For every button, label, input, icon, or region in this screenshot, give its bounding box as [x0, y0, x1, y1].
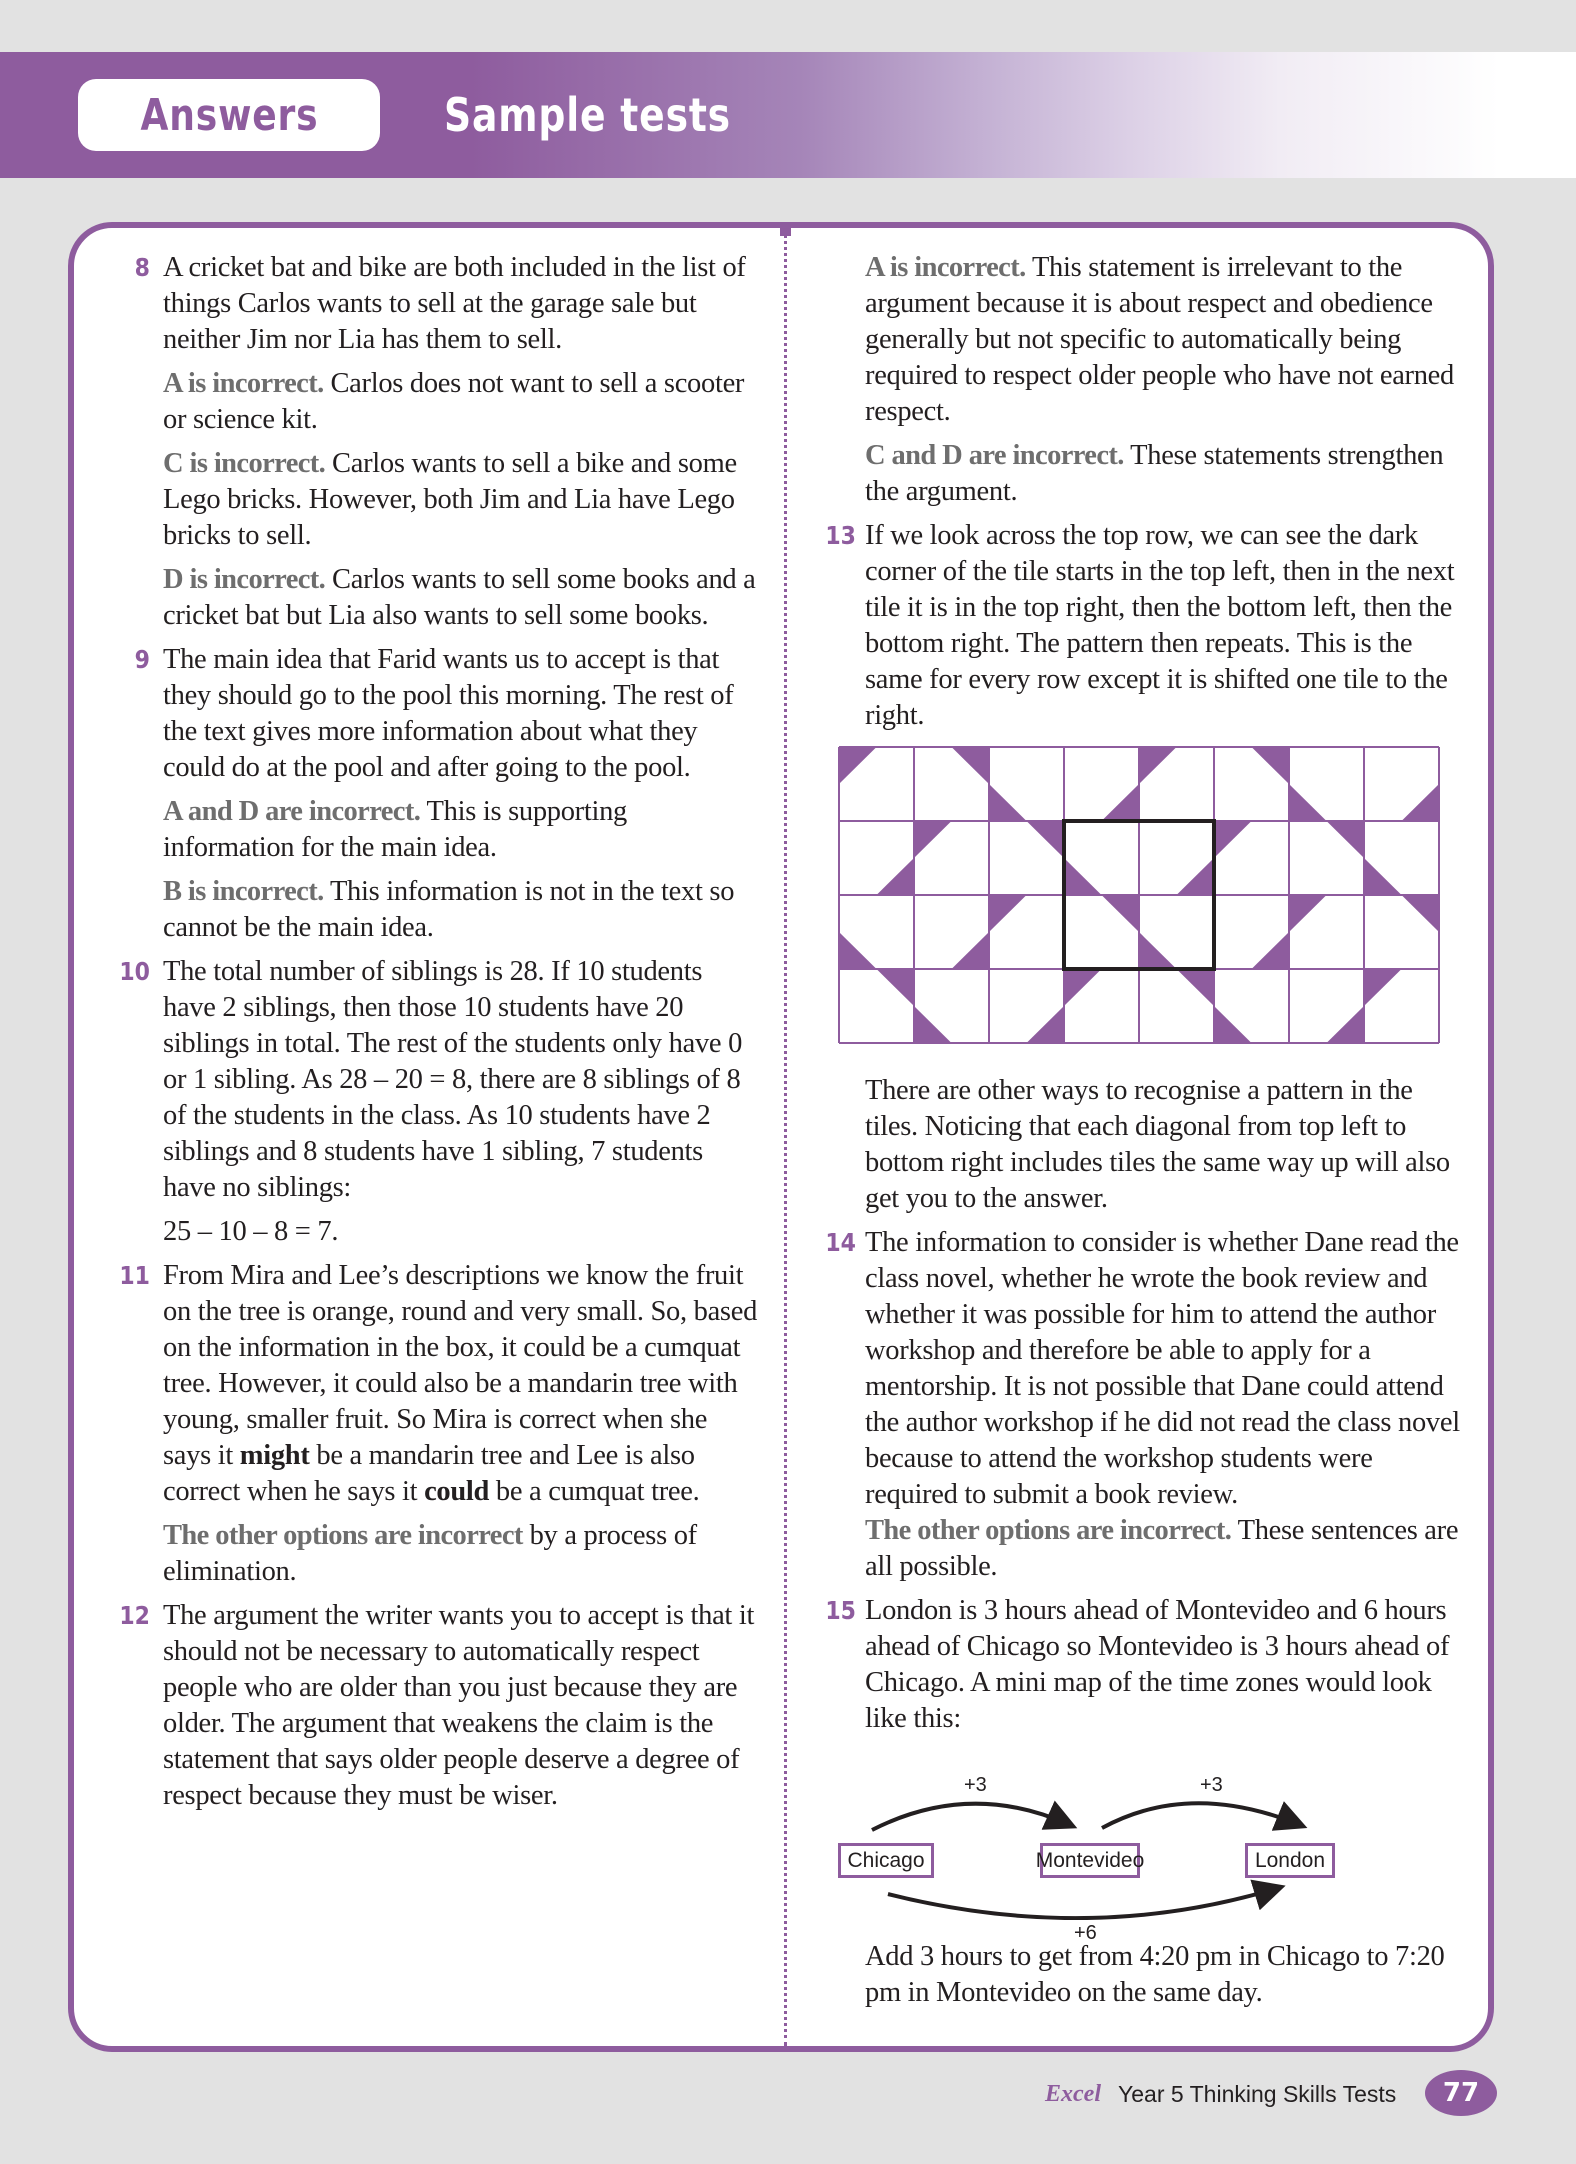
answer-note: [865, 250, 1462, 430]
answer-text: If we look across the top row, we can see the dark corner of the tile starts in the top left, then in the next tile it is in the top right, then the bottom left, then the bottom right. The pattern then repeats. This is the same for every row except it is shifted one tile to the right.: [865, 520, 1455, 731]
note-lead: D is incorrect.: [163, 564, 326, 595]
answer-note: [163, 446, 760, 554]
note-lead: The other options are incorrect.: [865, 1515, 1232, 1546]
tile-pattern-grid: [838, 746, 1440, 1044]
answer-text: [163, 1258, 760, 1510]
answer-text: London is 3 hours ahead of Montevideo and 6 hours ahead of Chicago so Montevideo is 3 hours ahead of Chicago. A mini map of the time zones would look like this:: [865, 1595, 1450, 1734]
note-lead: B is incorrect.: [163, 876, 324, 907]
answer-text: The information to consider is whether Dane read the class novel, whether he wrote the book review and whether it was possible for him to attend the author workshop and therefore be able to apply for a mentorship. It is not possible that Dane could attend the author workshop if he did not read the class novel because to attend the workshop students were required to submit a book review.: [865, 1227, 1460, 1510]
equation: 25 – 10 – 8 = 7.: [163, 1216, 339, 1247]
text-run: From Mira and Lee’s descriptions we know the fruit on the tree is orange, round and very small. So, based on the information in the box, it could be a cumquat tree. However, it could also be a mandarin tree with young, smaller fruit. So Mira is correct when she says it: [163, 1260, 758, 1471]
note-text: Carlos wants to sell a bike and some Lego bricks. However, both Jim and Lia have Lego bricks to sell.: [163, 448, 737, 551]
answer-text: The argument the writer wants you to accept is that it should not be necessary to automatically respect people who are older than you just because they are older. The argument that weakens the claim is the statement that says older people deserve a degree of respect because they must be wiser.: [163, 1600, 755, 1811]
left-column: [110, 250, 760, 1822]
note-lead: The other options are incorrect: [163, 1520, 523, 1551]
column-divider: [784, 228, 787, 2046]
brand-name: Excel: [1045, 2081, 1101, 2107]
answer-item-9: [110, 642, 760, 946]
answer-item-15-continued: [865, 1939, 1465, 2019]
note-lead: C and D are incorrect.: [865, 440, 1124, 471]
label-plus3-second: +3: [1200, 1774, 1223, 1796]
question-number: 14: [825, 1228, 856, 1257]
note-text: These statements strengthen the argument.: [865, 440, 1444, 507]
page-number-badge: 77: [1425, 2070, 1497, 2116]
section-label-pill: [78, 79, 380, 151]
book-title: Year 5 Thinking Skills Tests: [1118, 2081, 1397, 2107]
label-plus6: +6: [1074, 1922, 1097, 1944]
question-number: 13: [825, 521, 856, 550]
label-plus3-first: +3: [964, 1774, 987, 1796]
answer-note: [163, 874, 760, 946]
note-text: by a process of elimination.: [163, 1520, 697, 1587]
answer-item-13-continued: [812, 1073, 1462, 1217]
answer-item-8: [110, 250, 760, 634]
arrow-chicago-to-montevideo: [872, 1804, 1070, 1830]
answer-item-13: [812, 518, 1462, 734]
city-box-montevideo: Montevideo: [1040, 1843, 1140, 1878]
answer-item-14: [812, 1225, 1462, 1585]
right-column-lower: [812, 1073, 1462, 1745]
answer-text: A cricket bat and bike are both included in the list of things Carlos wants to sell at the garage sale but neither Jim nor Lia has them to sell.: [163, 252, 746, 355]
answer-text: There are other ways to recognise a pattern in the tiles. Noticing that each diagonal from top left to bottom right includes tiles the same way up will also get you to the answer.: [865, 1075, 1450, 1214]
answer-text: The total number of siblings is 28. If 10 students have 2 siblings, then those 10 students have 20 siblings in total. The rest of the students only have 0 or 1 sibling. As 28 – 20 = 8, there are 8 siblings of 8 of the students in the class. As 10 students have 2 siblings and 8 students have 1 sibling, 7 students have no siblings:: [163, 956, 743, 1203]
answer-note: [163, 1518, 760, 1590]
note-lead: A is incorrect.: [163, 368, 324, 399]
answer-note: [865, 438, 1462, 510]
question-number: 8: [134, 253, 150, 282]
emphasis-might: might: [239, 1440, 310, 1471]
answer-text: Add 3 hours to get from 4:20 pm in Chicago to 7:20 pm in Montevideo on the same day.: [865, 1941, 1445, 2008]
answer-item-12: [110, 1598, 760, 1814]
time-zone-diagram: [830, 1770, 1450, 1944]
city-box-london: London: [1245, 1843, 1335, 1878]
answer-note: [163, 562, 760, 634]
city-box-chicago: Chicago: [838, 1843, 934, 1878]
arrow-chicago-to-london: [888, 1888, 1278, 1918]
note-lead: A is incorrect.: [865, 252, 1026, 283]
note-text: These sentences are all possible.: [865, 1515, 1459, 1582]
answer-item-12-continued: [812, 250, 1462, 510]
answer-note: [163, 794, 760, 866]
question-number: 12: [119, 1601, 150, 1630]
note-text: This statement is irrelevant to the argument because it is about respect and obedience generally but not specific to automatically being required to respect older people who have not earned respect.: [865, 252, 1454, 427]
note-text: This information is not in the text so cannot be the main idea.: [163, 876, 735, 943]
note-text: Carlos does not want to sell a scooter or science kit.: [163, 368, 745, 435]
question-number: 10: [119, 957, 150, 986]
answer-note: [865, 1513, 1462, 1585]
right-column: [812, 250, 1462, 742]
note-text: This is supporting information for the main idea.: [163, 796, 628, 863]
answer-note: [163, 366, 760, 438]
answer-item-15: [812, 1593, 1462, 1737]
question-number: 11: [119, 1261, 150, 1290]
answer-item-10: [110, 954, 760, 1250]
note-lead: C is incorrect.: [163, 448, 326, 479]
question-number: 15: [825, 1596, 856, 1625]
note-lead: A and D are incorrect.: [163, 796, 421, 827]
section-label: Answers: [140, 89, 318, 141]
text-run: be a cumquat tree.: [489, 1476, 700, 1507]
text-run: be a mandarin tree and Lee is also correct when he says it: [163, 1440, 695, 1507]
answer-text: The main idea that Farid wants us to accept is that they should go to the pool this morning. The rest of the text gives more information about what they could do at the pool and after going to the pool.: [163, 644, 734, 783]
question-number: 9: [134, 645, 150, 674]
page-title: Sample tests: [444, 88, 731, 142]
emphasis-could: could: [424, 1476, 490, 1507]
arrow-montevideo-to-london: [1102, 1803, 1300, 1828]
answer-item-11: [110, 1258, 760, 1590]
note-text: Carlos wants to sell some books and a cricket bat but Lia also wants to sell some books.: [163, 564, 756, 631]
